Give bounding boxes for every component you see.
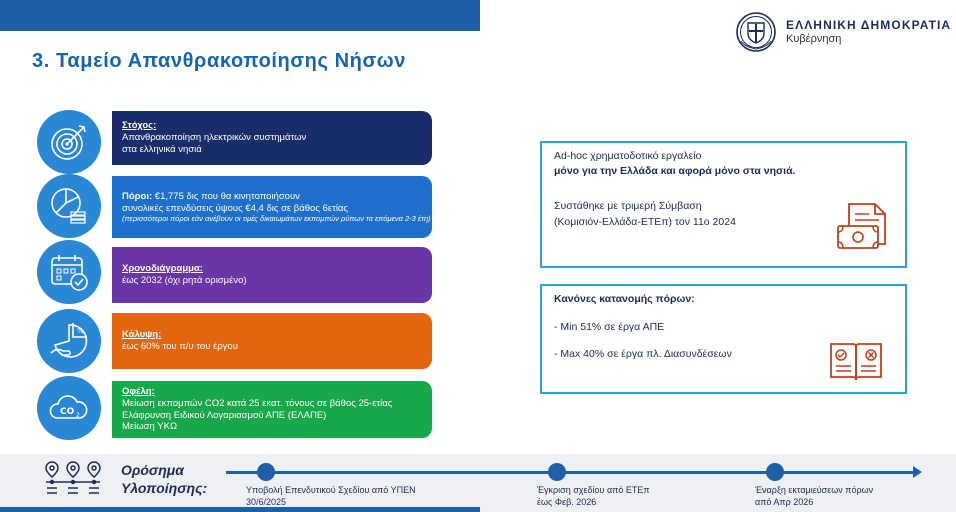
milestone-dot-1 bbox=[257, 463, 275, 481]
milestone-2-line-1: Έγκριση σχεδίου από ΕΤΕπ bbox=[537, 485, 650, 495]
resources-row bbox=[112, 176, 432, 238]
calendar-check-icon bbox=[47, 250, 91, 294]
timeline-icon-circle bbox=[37, 240, 101, 304]
allocation-rules-box bbox=[540, 284, 907, 394]
pie-chart-coins-icon bbox=[47, 184, 91, 228]
milestone-1-line-1: Υποβολή Επενδυτικού Σχεδίου από ΥΠΕΝ bbox=[246, 485, 416, 495]
goal-row bbox=[112, 111, 432, 165]
resources-icon-circle bbox=[37, 174, 101, 238]
allocation-rule-2: - Max 40% σε έργα πλ. Διασυνδέσεων bbox=[554, 348, 732, 361]
instrument-line-3: Συστάθηκε με τριμερή Σύμβαση bbox=[554, 200, 702, 213]
benefits-icon-circle bbox=[37, 376, 101, 440]
milestone-3-line-1: Έναρξη εκταμιεύσεων πόρων bbox=[755, 485, 874, 495]
header-bar bbox=[0, 0, 480, 31]
milestone-dot-2 bbox=[548, 463, 566, 481]
goal-icon-circle bbox=[37, 110, 101, 174]
benefits-label: Οφέλη: bbox=[122, 385, 155, 397]
instrument-info-box bbox=[540, 141, 907, 268]
allocation-rule-1: - Min 51% σε έργα ΑΠΕ bbox=[554, 321, 665, 334]
timeline-arrow-icon bbox=[913, 466, 922, 478]
goal-label: Στόχος: bbox=[122, 120, 157, 132]
instrument-line-2: μόνο για την Ελλάδα και αφορά μόνο στα νησιά. bbox=[554, 165, 796, 178]
goal-text-line-2: στα ελληνικά νησιά bbox=[122, 143, 202, 155]
milestone-2-line-2: έως Φεβ. 2026 bbox=[537, 496, 597, 507]
pie-hand-icon bbox=[47, 319, 91, 363]
timeline-line bbox=[226, 471, 916, 474]
coverage-row bbox=[112, 313, 432, 369]
milestone-label-3 bbox=[755, 485, 873, 508]
svg-text:2: 2 bbox=[76, 412, 80, 419]
checklist-book-icon bbox=[827, 338, 885, 384]
svg-text:CO: CO bbox=[60, 407, 75, 417]
goal-text-line-1: Απανθρακοποίηση ηλεκτρικών συστημάτων bbox=[122, 132, 307, 144]
svg-text:%: % bbox=[77, 327, 84, 335]
milestones-title-line-1: Ορόσημα bbox=[121, 462, 184, 478]
instrument-line-4: (Κομισιόν-Ελλάδα-ΕΤΕπ) τον 11ο 2024 bbox=[554, 215, 736, 228]
co2-cloud-icon bbox=[47, 386, 91, 430]
milestones-title-line-2: Υλοποίησης: bbox=[121, 480, 208, 497]
milestone-dot-3 bbox=[766, 463, 784, 481]
slide-title: 3. Ταμείο Απανθρακοποίησης Νήσων bbox=[32, 50, 406, 72]
government-title: ΕΛΛΗΝΙΚΗ ΔΗΜΟΚΡΑΤΙΑ bbox=[786, 17, 952, 32]
coverage-icon-circle bbox=[37, 309, 101, 373]
benefits-text-line-2: Ελάφρυνση Ειδικού Λογαριασμού ΑΠΕ (ΕΛΑΠΕ) bbox=[122, 409, 327, 421]
government-subtitle: Κυβέρνηση bbox=[786, 32, 842, 45]
instrument-line-1: Ad-hoc χρηματοδοτικό εργαλείο bbox=[554, 150, 702, 162]
government-logo bbox=[735, 11, 951, 53]
milestones-pins-icon bbox=[42, 460, 104, 500]
timeline-label: Χρονοδιάγραμμα: bbox=[122, 263, 203, 275]
resources-text-line-1: €1,775 δις που θα κινητοποιήσουν bbox=[152, 190, 300, 202]
greek-coat-of-arms-icon bbox=[735, 11, 777, 53]
milestone-label-1 bbox=[246, 485, 416, 508]
resources-text-line-2: συνολικές επενδύσεις ύψους €4,4 δις σε βάθος 6ετίας bbox=[122, 202, 349, 214]
target-icon bbox=[47, 120, 91, 164]
coverage-label: Κάλυψη: bbox=[122, 329, 162, 341]
coverage-text: έως 60% του π/υ του έργου bbox=[122, 341, 238, 352]
benefits-row bbox=[112, 381, 432, 438]
milestone-3-line-2: από Απρ 2026 bbox=[755, 496, 814, 507]
milestones-title bbox=[121, 461, 207, 497]
benefits-text-line-3: Μείωση ΥΚΩ bbox=[122, 421, 178, 433]
benefits-text-line-1: Μείωση εκπομπών CO2 κατά 25 εκατ. τόνους σε βάθος 25-ετίας bbox=[122, 397, 393, 409]
resources-label: Πόροι: bbox=[122, 190, 153, 202]
timeline-text: έως 2032 (όχι ρητά ορισμένο) bbox=[122, 275, 247, 286]
resources-note: (περισσότεροι πόροι εάν ανέβουν οι τιμές δικαιωμάτων εκπομπών ρύπων τα επόμενα 2-3 έτη) bbox=[122, 214, 431, 224]
timeline-row bbox=[112, 247, 432, 303]
milestone-1-line-2: 30/6/2025 bbox=[246, 496, 287, 507]
allocation-rules-title: Κανόνες κατανομής πόρων: bbox=[554, 293, 695, 305]
contract-money-icon bbox=[835, 200, 893, 256]
milestone-label-2 bbox=[537, 485, 650, 508]
